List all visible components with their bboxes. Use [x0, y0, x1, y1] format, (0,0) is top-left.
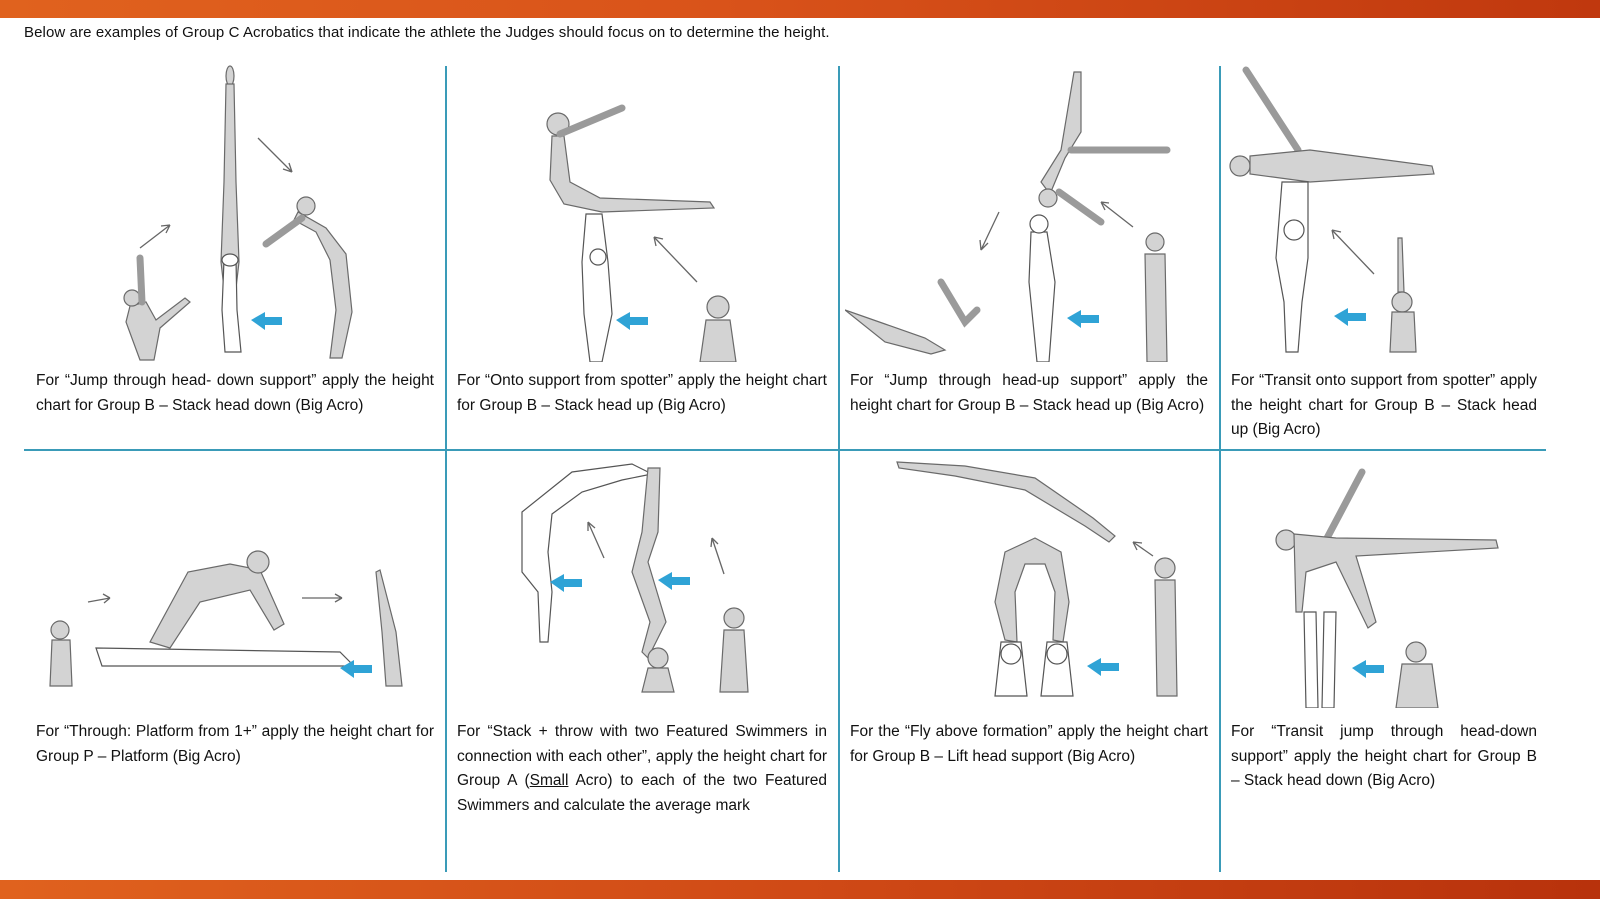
caption-6-text-b: Acro) to each of the two Featured Swimmers and calculate the average mark — [457, 772, 827, 814]
illustration-6 — [452, 452, 830, 708]
example-cell-4 — [1226, 62, 1546, 448]
example-cell-8 — [1226, 452, 1546, 872]
caption-4: For “Transit onto support from spotter” apply the height chart for Group B – Stack head up (Big Acro) — [1231, 372, 1537, 438]
example-cell-5 — [30, 452, 440, 872]
caption-3: For “Jump through head-up support” apply the height chart for Group B – Stack head up (Big Acro) — [850, 372, 1208, 414]
bottom-accent-bar — [0, 880, 1600, 899]
caption-1: For “Jump through head- down support” apply the height chart for Group B – Stack head down (Big Acro) — [36, 372, 434, 414]
caption-5: For “Through: Platform from 1+” apply the height chart for Group P – Platform (Big Acro) — [36, 723, 434, 765]
illustration-4 — [1226, 62, 1546, 362]
example-cell-1 — [30, 62, 440, 448]
top-accent-bar — [0, 0, 1600, 18]
example-cell-7 — [845, 452, 1213, 872]
caption-8: For “Transit jump through head-down support” apply the height chart for Group B – Stack head down (Big Acro) — [1231, 723, 1537, 789]
example-cell-2 — [452, 62, 830, 448]
caption-6 — [457, 720, 827, 818]
caption-7: For the “Fly above formation” apply the height chart for Group B – Lift head support (Big Acro) — [850, 723, 1208, 765]
column-divider-1 — [445, 66, 447, 872]
example-cell-6 — [452, 452, 830, 872]
caption-6-text-a: For “Stack + throw with two Featured Swimmers in connection with each other”, apply the height chart for Group A ( — [457, 723, 827, 789]
illustration-7 — [845, 452, 1213, 708]
illustration-5 — [30, 452, 440, 708]
intro-text: Below are examples of Group C Acrobatics that indicate the athlete the Judges should focus on to determine the height. — [24, 24, 830, 41]
row-divider — [24, 449, 1546, 451]
caption-2: For “Onto support from spotter” apply the height chart for Group B – Stack head up (Big Acro) — [457, 372, 827, 414]
illustration-1 — [30, 62, 440, 362]
caption-6-link-small: Small — [529, 772, 569, 789]
illustration-2 — [452, 62, 830, 362]
column-divider-2 — [838, 66, 840, 872]
column-divider-3 — [1219, 66, 1221, 872]
example-cell-3 — [845, 62, 1213, 448]
illustration-3 — [845, 62, 1213, 362]
illustration-8 — [1226, 452, 1546, 708]
